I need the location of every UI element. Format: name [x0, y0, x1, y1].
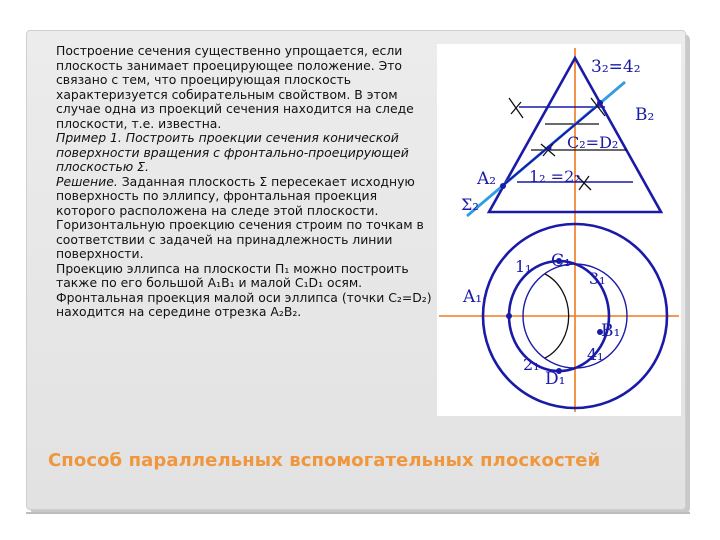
example-lead: Пример 1. — [56, 130, 122, 145]
label-2-1: 2₁ — [523, 355, 540, 374]
label-1-1: 1₁ — [515, 257, 532, 276]
label-a2: A₂ — [477, 169, 497, 189]
label-3-1: 3₁ — [589, 269, 606, 288]
paragraph-intro: Построение сечения существенно упрощается, если плоскость занимает проецирующее положение. Это связано с тем, что проецирующая плоскость характеризуется собирательным свойством. В этом случае одна из проекций сечения находится на следе плоскости, т.е. известна. — [56, 43, 414, 131]
bottom-rule — [26, 512, 690, 514]
paragraph-solution — [56, 175, 432, 262]
cone-section-figure — [437, 44, 681, 416]
label-sigma-2: Σ₂ — [461, 195, 479, 214]
label-b1: B₁ — [601, 321, 621, 341]
solution-text: Заданная плоскость Σ пересекает исходную поверхность по эллипсу, фронтальная проекция которого расположена на следе этой плоскости. Горизонтальную проекцию сечения строим по точкам в соответствии с задачей на принадлежность линии поверхности. — [56, 173, 424, 261]
point-a1 — [506, 313, 512, 319]
label-3-2-4-2: 3₂=4₂ — [591, 57, 641, 77]
label-4-1: 4₁ — [587, 345, 604, 364]
label-a1: A₁ — [463, 287, 483, 307]
slide-title: Способ параллельных вспомогательных плоскостей — [48, 450, 601, 471]
paragraph-example — [56, 131, 432, 175]
example-text: Построить проекции сечения конической поверхности вращения с фронтально-проецирующей плоскостью Σ. — [56, 130, 409, 174]
label-1-2-2-2: 1₂ =2₂ — [529, 167, 581, 186]
label-c2-d2: C₂=D₂ — [567, 133, 619, 152]
point-c2 — [547, 146, 552, 151]
label-c1: C₁ — [551, 251, 571, 271]
body-text — [56, 44, 432, 320]
solution-lead: Решение. — [56, 173, 118, 189]
point-b2 — [597, 100, 603, 106]
figure-svg — [437, 44, 681, 416]
point-a2 — [500, 183, 506, 189]
label-d1: D₁ — [545, 369, 566, 389]
label-b2: B₂ — [635, 105, 655, 125]
paragraph-axes: Проекцию эллипса на плоскости П₁ можно построить также по его большой A₁B₁ и малой C₁D₁ осям. Фронтальная проекция малой оси эллипса (точки C₂=D₂) находится на середине отрезка A₂B₂. — [56, 260, 432, 319]
